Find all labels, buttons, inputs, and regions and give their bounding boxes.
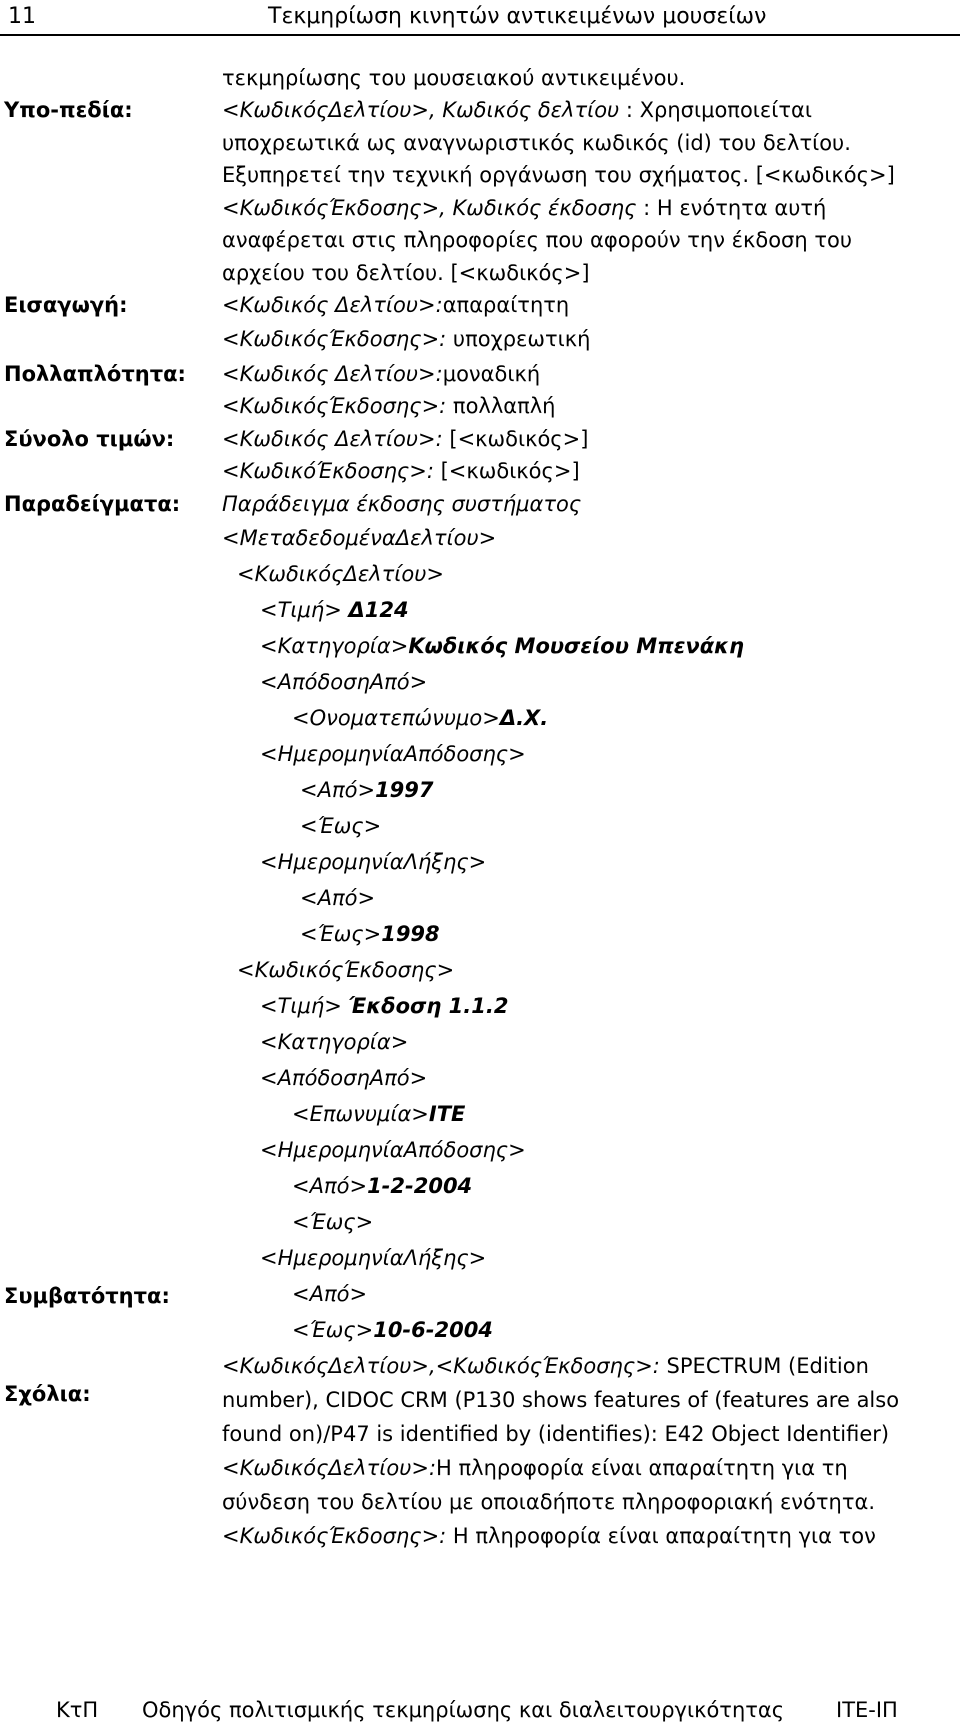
text-line: <ΚωδικόςΔελτίου>:Η πληροφορία είναι απαραίτητη για τη (222, 1456, 848, 1480)
label-compatibility: Συμβατότητα: (4, 1284, 170, 1308)
page-number: 11 (8, 4, 36, 29)
header-title: Τεκμηρίωση κινητών αντικειμένων μουσείων (268, 4, 767, 29)
text-line: <ΚωδικόςΔελτίου>,<ΚωδικόςΈκδοσης>: SPECTRUM (Edition (222, 1354, 869, 1378)
code-line: <Έως> (300, 814, 382, 838)
code-line: <ΜεταδεδομέναΔελτίου> (222, 526, 497, 550)
text-line: <Κωδικός Δελτίου>:μοναδική (222, 362, 541, 386)
text-line: <Κωδικός Δελτίου>:απαραίτητη (222, 293, 570, 317)
code-line: <Επωνυμία>ΙΤΕ (292, 1102, 466, 1126)
code-line: <ΗμερομηνίαΑπόδοσης> (260, 1138, 526, 1162)
text-line: αναφέρεται στις πληροφορίες που αφορούν την έκδοση του (222, 228, 852, 252)
footer-right: ΙΤΕ-ΙΠ (836, 1698, 898, 1722)
text-line: <ΚωδικόςΔελτίου>, Κωδικός δελτίου : Χρησιμοποιείται (222, 98, 812, 122)
text-line: <Κωδικός Δελτίου>: [<κωδικός>] (222, 427, 589, 451)
text-line: <ΚωδικόςΈκδοσης>: υποχρεωτική (222, 327, 591, 351)
text-line: τεκμηρίωσης του μουσειακού αντικειμένου. (222, 66, 686, 90)
label-input: Εισαγωγή: (4, 293, 128, 317)
code-line: <Τιμή> Δ124 (260, 598, 409, 622)
code-line: <Τιμή> Έκδοση 1.1.2 (260, 994, 509, 1018)
text-line: σύνδεση του δελτίου με οποιαδήποτε πληροφοριακή ενότητα. (222, 1490, 875, 1514)
code-line: <Από>1-2-2004 (292, 1174, 473, 1198)
text-line: <ΚωδικόΈκδοσης>: [<κωδικός>] (222, 459, 580, 483)
code-line: <ΑπόδοσηΑπό> (260, 1066, 428, 1090)
code-line: <Έως>1998 (300, 922, 440, 946)
label-multiplicity: Πολλαπλότητα: (4, 362, 186, 386)
label-value-set: Σύνολο τιμών: (4, 427, 175, 451)
footer-left: ΚτΠ (56, 1698, 99, 1722)
code-line: <ΗμερομηνίαΑπόδοσης> (260, 742, 526, 766)
code-line: <Από> (292, 1282, 368, 1306)
code-line: <ΚωδικόςΔελτίου> (237, 562, 444, 586)
code-line: <Έως> (292, 1210, 374, 1234)
code-line: <Κατηγορία> (260, 1030, 409, 1054)
page-footer (0, 1694, 960, 1730)
footer-center: Οδηγός πολιτισμικής τεκμηρίωσης και διαλειτουργικότητας (142, 1698, 785, 1722)
text-line: number), CIDOC CRM (P130 shows features of (features are also (222, 1388, 900, 1412)
text-line: found on)/P47 is identified by (identifies): E42 Object Identifier) (222, 1422, 890, 1446)
code-line: <ΗμερομηνίαΛήξης> (260, 850, 487, 874)
text-line: Εξυπηρετεί την τεχνική οργάνωση του σχήματος. [<κωδικός>] (222, 163, 895, 187)
text-line: Παράδειγμα έκδοσης συστήματος (222, 492, 582, 516)
label-subfields: Υπο-πεδία: (4, 98, 133, 122)
label-comments: Σχόλια: (4, 1382, 91, 1406)
code-line: <Κατηγορία>Κωδικός Μουσείου Μπενάκη (260, 634, 745, 658)
code-line: <Από>1997 (300, 778, 434, 802)
text-line: <ΚωδικόςΈκδοσης>, Κωδικός έκδοσης : Η ενότητα αυτή (222, 196, 827, 220)
code-line: <ΗμερομηνίαΛήξης> (260, 1246, 487, 1270)
text-line: αρχείου του δελτίου. [<κωδικός>] (222, 261, 590, 285)
code-line: <Από> (300, 886, 376, 910)
code-line: <ΚωδικόςΈκδοσης> (237, 958, 455, 982)
code-line: <Έως>10-6-2004 (292, 1318, 493, 1342)
text-line: υποχρεωτικά ως αναγνωριστικός κωδικός (id) του δελτίου. (222, 131, 851, 155)
text-line: <ΚωδικόςΈκδοσης>: Η πληροφορία είναι απαραίτητη για τον (222, 1524, 876, 1548)
text-line: <ΚωδικόςΈκδοσης>: πολλαπλή (222, 394, 556, 418)
page-header (0, 0, 960, 36)
label-examples: Παραδείγματα: (4, 492, 181, 516)
code-line: <ΑπόδοσηΑπό> (260, 670, 428, 694)
code-line: <Ονοματεπώνυμο>Δ.Χ. (292, 706, 549, 730)
